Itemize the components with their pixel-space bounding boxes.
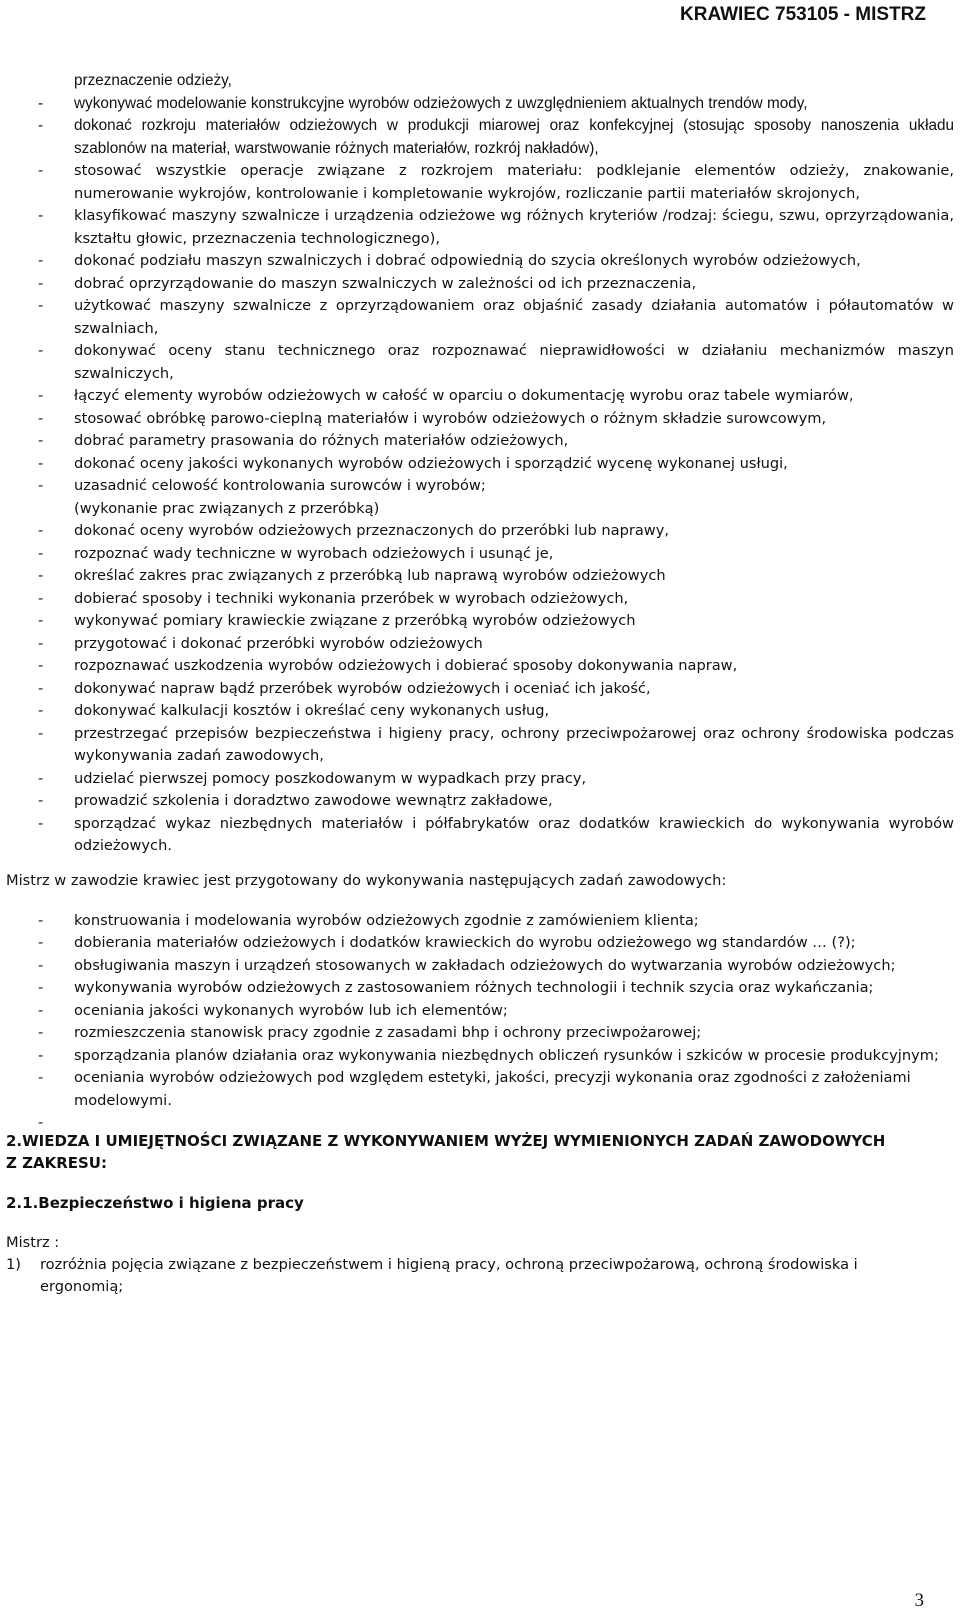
- list-item: [0, 768, 960, 791]
- list-item: [0, 430, 960, 453]
- list-item-text: dokonać oceny jakości wykonanych wyrobów odzieżowych i sporządzić wycenę wykonanej usługi,: [74, 454, 788, 472]
- bullet-dash: -: [38, 522, 44, 539]
- bullet-dash: -: [38, 544, 44, 562]
- list-item: [0, 453, 960, 476]
- bullet-dash: -: [38, 387, 44, 404]
- list-item-text: prowadzić szkolenia i doradztwo zawodowe wewnątrz zakładowe,: [74, 792, 553, 809]
- list-item-text: dokonać rozkroju materiałów odzieżowych w produkcji miarowej oraz konfekcyjnej (stosując sposoby nanoszenia układu szablonów na materiał, warstwowanie różnych materiałów, rozkrój nakładów),: [74, 117, 954, 157]
- list-item-text: wykonywać modelowanie konstrukcyjne wyrobów odzieżowych z uwzględnieniem aktualnych trendów mody,: [74, 94, 808, 112]
- list-item: [0, 115, 960, 160]
- bullet-dash: -: [38, 252, 44, 269]
- list-item: [0, 160, 960, 205]
- bullet-dash: -: [38, 814, 44, 832]
- list-item-text: wykonywać pomiary krawieckie związane z przeróbką wyrobów odzieżowych: [74, 612, 636, 629]
- list-item-text: łączyć elementy wyrobów odzieżowych w całość w oparciu o dokumentację wyrobu oraz tabele wymiarów,: [74, 387, 854, 404]
- list-item: [0, 385, 960, 408]
- bullet-dash: -: [38, 702, 44, 719]
- list-item-text: stosować obróbkę parowo-cieplną materiałów i wyrobów odzieżowych o różnym składzie surowcowym,: [74, 409, 827, 427]
- list-item-text: rozpoznawać uszkodzenia wyrobów odzieżowych i dobierać sposoby dokonywania napraw,: [74, 657, 738, 674]
- list-item-text: dobrać parametry prasowania do różnych materiałów odzieżowych,: [74, 432, 569, 449]
- bullet-dash: -: [38, 657, 44, 674]
- list-item: [0, 1045, 960, 1068]
- bullet-dash: -: [38, 409, 44, 427]
- list-item: [0, 1000, 960, 1023]
- list-item-text: przestrzegać przepisów bezpieczeństwa i higieny pracy, ochrony przeciwpożarowej oraz ochrony środowiska podczas wykonywania zadań zawodowych,: [74, 724, 954, 764]
- bullet-dash: -: [38, 1046, 44, 1064]
- bullet-dash: -: [38, 979, 44, 996]
- item-number: 1): [6, 1256, 21, 1273]
- list-item-text: uzasadnić celowość kontrolowania surowców i wyrobów;: [74, 477, 486, 494]
- list-item: [0, 498, 960, 521]
- list-item: [0, 633, 960, 656]
- list-item: [0, 1022, 960, 1045]
- bullet-dash: -: [38, 162, 44, 179]
- subsection-heading: 2.1.Bezpieczeństwo i higiena pracy: [6, 1194, 304, 1212]
- list-item-text: dokonywać napraw bądź przeróbek wyrobów odzieżowych i oceniać ich jakość,: [74, 679, 651, 697]
- list-item: [0, 723, 960, 768]
- document-header: KRAWIEC 753105 - MISTRZ: [680, 4, 926, 25]
- list-item: [0, 700, 960, 723]
- bullet-dash: -: [38, 634, 44, 652]
- numbered-item: [0, 1254, 960, 1298]
- list-item: [0, 543, 960, 566]
- list-item-text: obsługiwania maszyn i urządzeń stosowanych w zakładach odzieżowych do wytwarzania wyrobów odzieżowych;: [74, 956, 896, 974]
- list-item: [0, 295, 960, 340]
- list-item: [0, 955, 960, 978]
- list-item-text: udzielać pierwszej pomocy poszkodowanym w wypadkach przy pracy,: [74, 769, 587, 787]
- bullet-dash: -: [38, 342, 44, 359]
- list-item: [0, 790, 960, 813]
- bullet-dash: -: [38, 477, 44, 494]
- bullet-dash: -: [38, 1001, 44, 1019]
- list-item: [0, 655, 960, 678]
- section-heading: 2.WIEDZA I UMIEJĘTNOŚCI ZWIĄZANE Z WYKONYWANIEM WYŻEJ WYMIENIONYCH ZADAŃ ZAWODOWYCH Z ZAKRESU:: [6, 1132, 886, 1172]
- list-item: [0, 93, 960, 116]
- list-item: [0, 678, 960, 701]
- list-item-text: dokonywać kalkulacji kosztów i określać ceny wykonanych usług,: [74, 702, 550, 719]
- list-item: [0, 250, 960, 273]
- list-item: [0, 408, 960, 431]
- bullet-dash: -: [38, 454, 44, 472]
- list-item: [0, 70, 960, 93]
- skills-list: [0, 70, 960, 858]
- bullet-dash: -: [38, 612, 44, 629]
- bullet-dash: -: [38, 1024, 44, 1041]
- list-item-text: sporządzać wykaz niezbędnych materiałów i półfabrykatów oraz dodatków krawieckich do wykonywania wyrobów odzieżowych.: [74, 814, 954, 854]
- list-item-text: dobrać oprzyrządowanie do maszyn szwalniczych w zależności od ich przeznaczenia,: [74, 274, 697, 292]
- list-item: [0, 588, 960, 611]
- bullet-dash: -: [38, 589, 44, 607]
- list-item-text: stosować wszystkie operacje związane z rozkrojem materiału: podklejanie elementów odzieży, znakowanie, numerowanie wykrojów, kontrolowanie i kompletowanie wykrojów, rozliczanie partii materiałów skrojonych,: [74, 162, 954, 202]
- list-item-text: (wykonanie prac związanych z przeróbką): [74, 499, 380, 517]
- bullet-dash: -: [38, 274, 44, 292]
- list-item: [0, 565, 960, 588]
- list-item-text: sporządzania planów działania oraz wykonywania niezbędnych obliczeń rysunków i szkiców w procesie produkcyjnym;: [74, 1046, 939, 1064]
- list-item-text: przeznaczenie odzieży,: [74, 72, 232, 89]
- list-item: [0, 910, 960, 933]
- list-item: [0, 340, 960, 385]
- list-item-text: oceniania wyrobów odzieżowych pod względem estetyki, jakości, precyzji wykonania oraz zgodności z założeniami modelowymi.: [74, 1069, 911, 1109]
- list-item: [0, 273, 960, 296]
- list-item: [0, 813, 960, 858]
- bullet-dash: -: [38, 1114, 44, 1131]
- bullet-dash: -: [38, 679, 44, 697]
- bullet-dash: -: [38, 911, 44, 929]
- list-item-text: konstruowania i modelowania wyrobów odzieżowych zgodnie z zamówieniem klienta;: [74, 911, 699, 929]
- list-item-text: dobierania materiałów odzieżowych i dodatków krawieckich do wyrobu odzieżowego wg standardów … (?);: [74, 934, 856, 951]
- list-item: [0, 610, 960, 633]
- bullet-dash: -: [38, 956, 44, 974]
- mistrz-label: Mistrz :: [6, 1234, 60, 1251]
- list-item-text: dokonać podziału maszyn szwalniczych i dobrać odpowiednią do szycia określonych wyrobów odzieżowych,: [74, 252, 861, 269]
- numbered-item-text: rozróżnia pojęcia związane z bezpieczeństwem i higieną pracy, ochroną przeciwpożarową, ochroną środowiska i ergonomią;: [40, 1256, 858, 1295]
- list-item-text: określać zakres prac związanych z przeróbką lub naprawą wyrobów odzieżowych: [74, 567, 666, 584]
- bullet-dash: -: [38, 94, 44, 112]
- list-item: [0, 520, 960, 543]
- page-content: [0, 70, 960, 1298]
- bullet-dash: -: [38, 934, 44, 951]
- list-item-text: oceniania jakości wykonanych wyrobów lub ich elementów;: [74, 1001, 508, 1019]
- page-number: 3: [914, 1590, 924, 1611]
- list-item-text: wykonywania wyrobów odzieżowych z zastosowaniem różnych technologii i technik szycia oraz wykańczania;: [74, 979, 874, 996]
- list-item-text: dokonać oceny wyrobów odzieżowych przeznaczonych do przeróbki lub naprawy,: [74, 522, 670, 539]
- intro-paragraph: Mistrz w zawodzie krawiec jest przygotowany do wykonywania następujących zadań zawodowych:: [6, 871, 727, 889]
- list-item: [0, 932, 960, 955]
- bullet-dash: -: [38, 724, 44, 742]
- list-item-text: rozpoznać wady techniczne w wyrobach odzieżowych i usunąć je,: [74, 544, 554, 562]
- bullet-dash: -: [38, 792, 44, 809]
- bullet-dash: -: [38, 297, 44, 314]
- list-item-text: klasyfikować maszyny szwalnicze i urządzenia odzieżowe wg różnych kryteriów /rodzaj: ściegu, szwu, oprzyrządowania, kształtu głowic, przeznaczenia technologicznego),: [74, 207, 954, 247]
- bullet-dash: -: [38, 117, 44, 134]
- bullet-dash: -: [38, 567, 44, 584]
- list-item-text: dobierać sposoby i techniki wykonania przeróbek w wyrobach odzieżowych,: [74, 589, 629, 607]
- numbered-list: [0, 1254, 960, 1298]
- list-item: [0, 205, 960, 250]
- bullet-dash: -: [38, 432, 44, 449]
- bullet-dash: -: [38, 769, 44, 787]
- list-item-text: przygotować i dokonać przeróbki wyrobów odzieżowych: [74, 634, 483, 652]
- list-item-text: rozmieszczenia stanowisk pracy zgodnie z zasadami bhp i ochrony przeciwpożarowej;: [74, 1024, 702, 1041]
- tasks-list: [0, 910, 960, 1131]
- list-item-text: dokonywać oceny stanu technicznego oraz rozpoznawać nieprawidłowości w działaniu mechanizmów maszyn szwalniczych,: [74, 342, 954, 382]
- bullet-dash: -: [38, 1069, 44, 1086]
- bullet-dash: -: [38, 207, 44, 224]
- list-item: [0, 977, 960, 1000]
- list-item: [0, 475, 960, 498]
- list-item: [0, 1067, 960, 1112]
- list-item-text: użytkować maszyny szwalnicze z oprzyrządowaniem oraz objaśnić zasady działania automatów i półautomatów w szwalniach,: [74, 297, 954, 337]
